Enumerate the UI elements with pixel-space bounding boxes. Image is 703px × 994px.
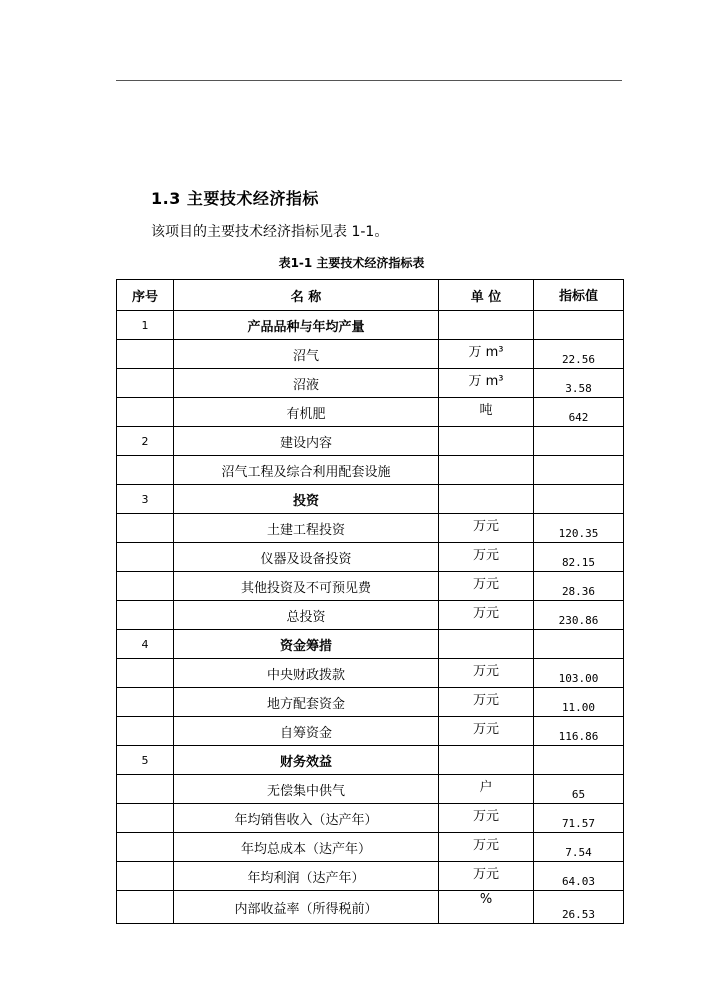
cell-unit: [439, 456, 534, 485]
cell-no: [117, 775, 174, 804]
table-row: [117, 514, 624, 543]
cell-name: 自筹资金: [174, 717, 439, 746]
cell-value: 28.36: [534, 572, 624, 601]
cell-value: 65: [534, 775, 624, 804]
table-row: [117, 688, 624, 717]
table-row: [117, 862, 624, 891]
cell-value: [534, 427, 624, 456]
table-row: [117, 775, 624, 804]
cell-unit: 万元: [439, 688, 534, 717]
cell-no: 1: [117, 311, 174, 340]
cell-name: 沼气: [174, 340, 439, 369]
cell-value: 82.15: [534, 543, 624, 572]
cell-name: 沼气工程及综合利用配套设施: [174, 456, 439, 485]
cell-value: [534, 485, 624, 514]
cell-value: 642: [534, 398, 624, 427]
cell-unit: 万元: [439, 833, 534, 862]
table-row: [117, 572, 624, 601]
table-row: [117, 630, 624, 659]
cell-value: 3.58: [534, 369, 624, 398]
cell-name: 地方配套资金: [174, 688, 439, 717]
cell-value: [534, 746, 624, 775]
cell-name: 无偿集中供气: [174, 775, 439, 804]
cell-unit: [439, 427, 534, 456]
cell-name: 仪器及设备投资: [174, 543, 439, 572]
table-row: [117, 717, 624, 746]
cell-name: 年均利润（达产年）: [174, 862, 439, 891]
cell-value: 64.03: [534, 862, 624, 891]
section-heading: [151, 186, 319, 209]
cell-unit: 万元: [439, 601, 534, 630]
cell-value: 11.00: [534, 688, 624, 717]
cell-no: 2: [117, 427, 174, 456]
cell-no: [117, 456, 174, 485]
cell-no: [117, 717, 174, 746]
cell-value: [534, 456, 624, 485]
cell-no: [117, 804, 174, 833]
intro-paragraph: 该项目的主要技术经济指标见表 1-1。: [151, 224, 389, 240]
cell-value: 103.00: [534, 659, 624, 688]
cell-unit: 吨: [439, 398, 534, 427]
cell-no: 4: [117, 630, 174, 659]
cell-value: 22.56: [534, 340, 624, 369]
cell-no: [117, 688, 174, 717]
table-row: [117, 369, 624, 398]
cell-name: 产品品种与年均产量: [174, 311, 439, 340]
cell-no: [117, 514, 174, 543]
table-row: [117, 543, 624, 572]
cell-no: [117, 398, 174, 427]
cell-unit: 户: [439, 775, 534, 804]
cell-value: 120.35: [534, 514, 624, 543]
header-value: 指标值: [534, 280, 624, 311]
table-header-row: [117, 280, 624, 311]
table-row: [117, 833, 624, 862]
cell-name: 年均总成本（达产年）: [174, 833, 439, 862]
cell-unit: 万元: [439, 804, 534, 833]
cell-value: 230.86: [534, 601, 624, 630]
cell-no: [117, 659, 174, 688]
cell-no: [117, 601, 174, 630]
cell-name: 资金筹措: [174, 630, 439, 659]
cell-name: 土建工程投资: [174, 514, 439, 543]
cell-value: [534, 311, 624, 340]
cell-unit: 万 m³: [439, 369, 534, 398]
table-row: [117, 427, 624, 456]
cell-name: 投资: [174, 485, 439, 514]
cell-name: 内部收益率（所得税前）: [174, 891, 439, 924]
header-rule: [116, 80, 622, 81]
table-row: [117, 804, 624, 833]
cell-no: 5: [117, 746, 174, 775]
cell-unit: [439, 630, 534, 659]
cell-unit: 万元: [439, 514, 534, 543]
section-number: 1.3: [151, 189, 181, 208]
cell-no: [117, 833, 174, 862]
cell-no: [117, 340, 174, 369]
section-title: 主要技术经济指标: [186, 189, 319, 208]
cell-unit: 万元: [439, 543, 534, 572]
table-row: [117, 659, 624, 688]
cell-no: [117, 543, 174, 572]
cell-unit: [439, 485, 534, 514]
table-row: [117, 340, 624, 369]
cell-value: 7.54: [534, 833, 624, 862]
cell-unit: [439, 311, 534, 340]
table-row: [117, 398, 624, 427]
cell-unit: 万 m³: [439, 340, 534, 369]
header-no: 序号: [117, 280, 174, 311]
cell-name: 年均销售收入（达产年）: [174, 804, 439, 833]
table-row: [117, 311, 624, 340]
cell-no: 3: [117, 485, 174, 514]
cell-unit: [439, 746, 534, 775]
cell-unit: 万元: [439, 572, 534, 601]
cell-name: 有机肥: [174, 398, 439, 427]
cell-value: 116.86: [534, 717, 624, 746]
cell-unit: %: [439, 891, 534, 924]
cell-unit: 万元: [439, 717, 534, 746]
cell-value: [534, 630, 624, 659]
table-caption: 表1-1 主要技术经济指标表: [278, 256, 425, 270]
table-row: [117, 746, 624, 775]
cell-unit: 万元: [439, 862, 534, 891]
cell-name: 沼液: [174, 369, 439, 398]
cell-no: [117, 572, 174, 601]
table-row: [117, 485, 624, 514]
cell-name: 总投资: [174, 601, 439, 630]
table-row: [117, 456, 624, 485]
cell-value: 71.57: [534, 804, 624, 833]
indicator-table: [116, 279, 624, 924]
cell-no: [117, 862, 174, 891]
table-row: [117, 601, 624, 630]
header-unit: 单 位: [439, 280, 534, 311]
cell-name: 中央财政拨款: [174, 659, 439, 688]
cell-unit: 万元: [439, 659, 534, 688]
cell-name: 建设内容: [174, 427, 439, 456]
cell-value: 26.53: [534, 891, 624, 924]
cell-no: [117, 891, 174, 924]
table-row: [117, 891, 624, 924]
cell-name: 其他投资及不可预见费: [174, 572, 439, 601]
header-name: 名 称: [174, 280, 439, 311]
cell-name: 财务效益: [174, 746, 439, 775]
cell-no: [117, 369, 174, 398]
